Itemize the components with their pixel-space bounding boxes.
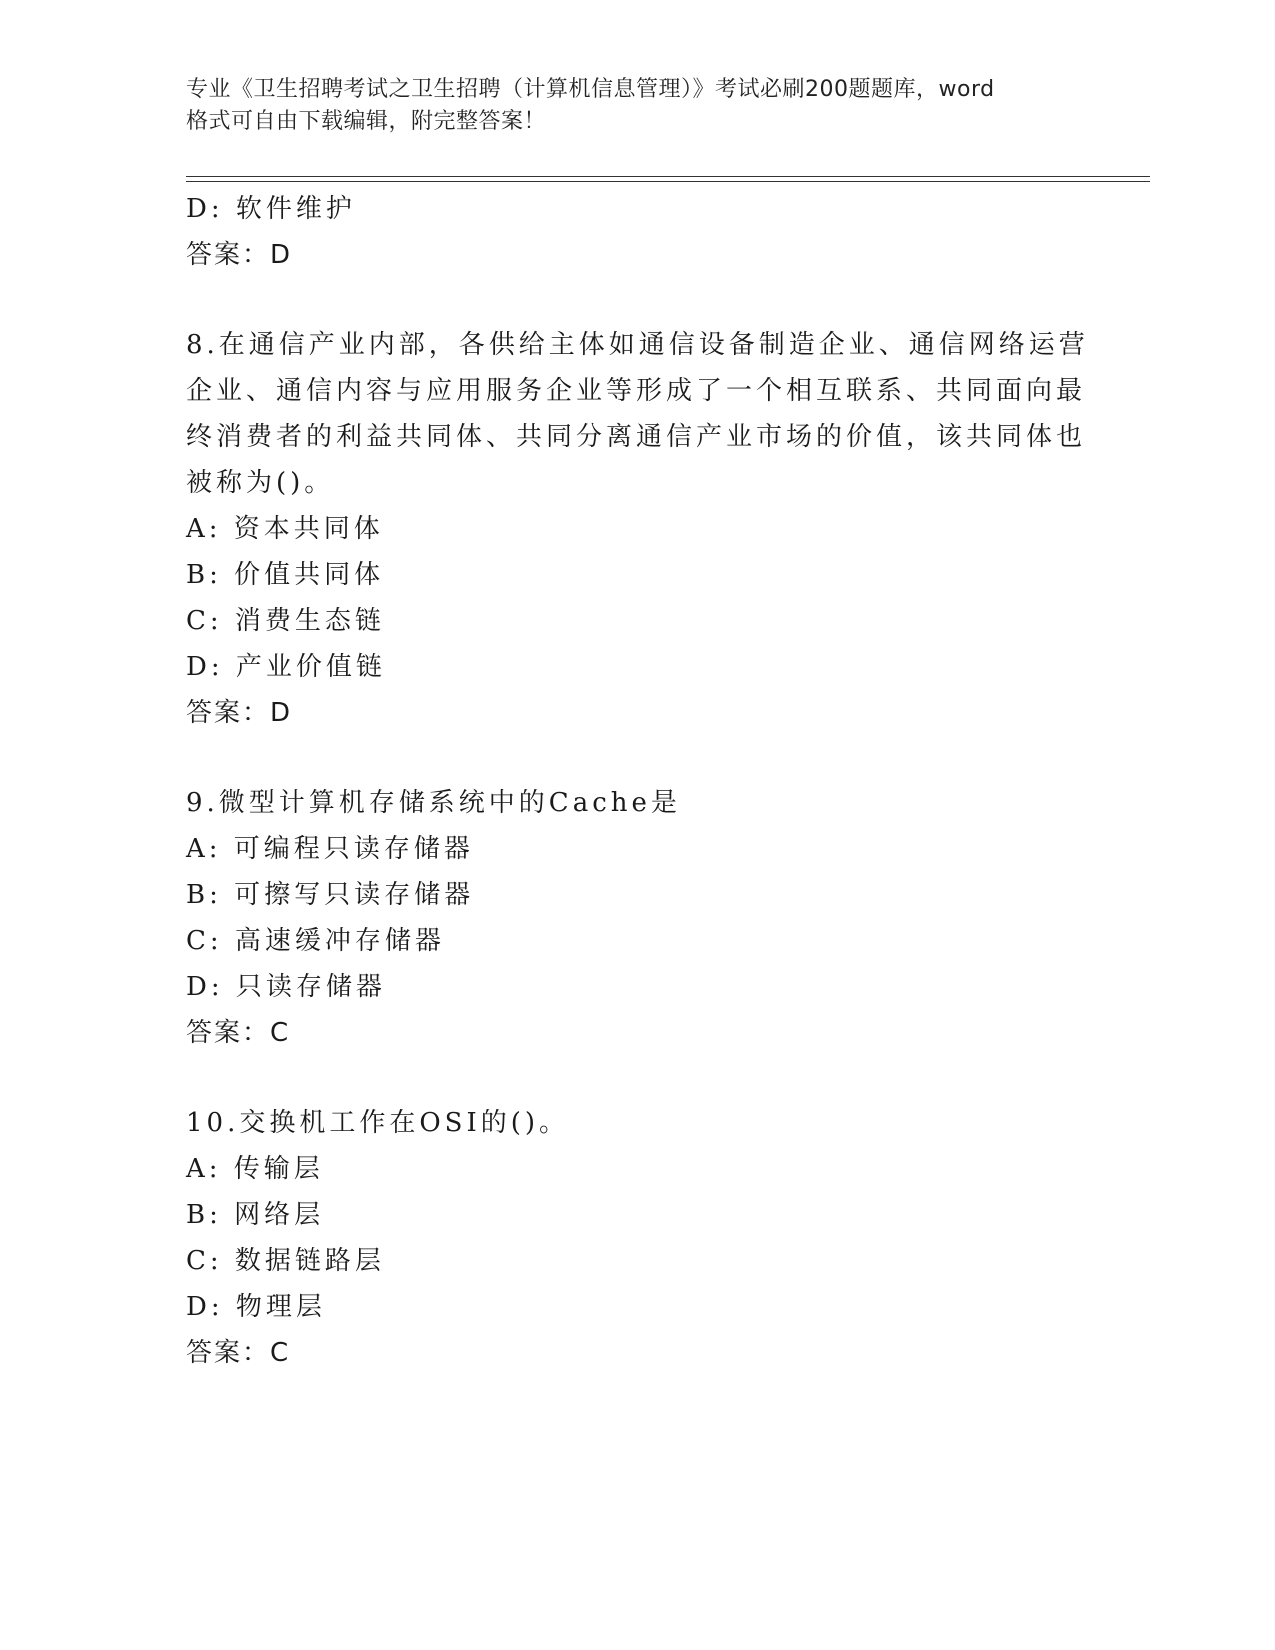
q8-option-b: B: 价值共同体 — [186, 560, 385, 590]
document-header — [186, 74, 1106, 138]
q10-option-a: A: 传输层 — [186, 1154, 324, 1184]
prev-answer: 答案：D — [186, 240, 293, 270]
q8-stem-line-2: 企业、通信内容与应用服务企业等形成了一个相互联系、共同面向最 — [186, 376, 1087, 406]
header-line-2: 格式可自由下载编辑，附完整答案！ — [186, 109, 547, 134]
header-divider-bottom — [186, 181, 1150, 182]
q9-answer: 答案：C — [186, 1018, 291, 1048]
q8-option-d: D: 产业价值链 — [186, 652, 386, 682]
q9-option-d: D: 只读存储器 — [186, 972, 386, 1002]
q8-stem-line-4: 被称为()。 — [186, 468, 335, 498]
header-divider-top — [186, 176, 1150, 177]
q9-option-a: A: 可编程只读存储器 — [186, 834, 474, 864]
q9-stem: 9.微型计算机存储系统中的Cache是 — [186, 788, 681, 818]
q10-answer: 答案：C — [186, 1338, 291, 1368]
question-9 — [186, 780, 1066, 1056]
spacer — [186, 278, 1066, 322]
q8-option-a: A: 资本共同体 — [186, 514, 384, 544]
q10-option-c: C: 数据链路层 — [186, 1246, 385, 1276]
header-line-1: 专业《卫生招聘考试之卫生招聘（计算机信息管理）》考试必刷200题题库，word — [186, 77, 995, 102]
q8-option-c: C: 消费生态链 — [186, 606, 385, 636]
question-10 — [186, 1100, 1066, 1376]
spacer — [186, 1056, 1066, 1100]
prev-question-block — [186, 186, 1066, 278]
q8-stem-line-1: 8.在通信产业内部，各供给主体如通信设备制造企业、通信网络运营 — [186, 330, 1089, 360]
question-8 — [186, 322, 1089, 736]
q10-stem: 10.交换机工作在OSI的()。 — [186, 1108, 570, 1138]
q8-answer: 答案：D — [186, 698, 293, 728]
spacer — [186, 736, 1066, 780]
q9-option-b: B: 可擦写只读存储器 — [186, 880, 475, 910]
document-body — [186, 186, 1089, 1376]
q10-option-d: D: 物理层 — [186, 1292, 326, 1322]
prev-option-d: D: 软件维护 — [186, 194, 356, 224]
q8-stem-line-3: 终消费者的利益共同体、共同分离通信产业市场的价值，该共同体也 — [186, 422, 1087, 452]
q10-option-b: B: 网络层 — [186, 1200, 325, 1230]
q9-option-c: C: 高速缓冲存储器 — [186, 926, 445, 956]
